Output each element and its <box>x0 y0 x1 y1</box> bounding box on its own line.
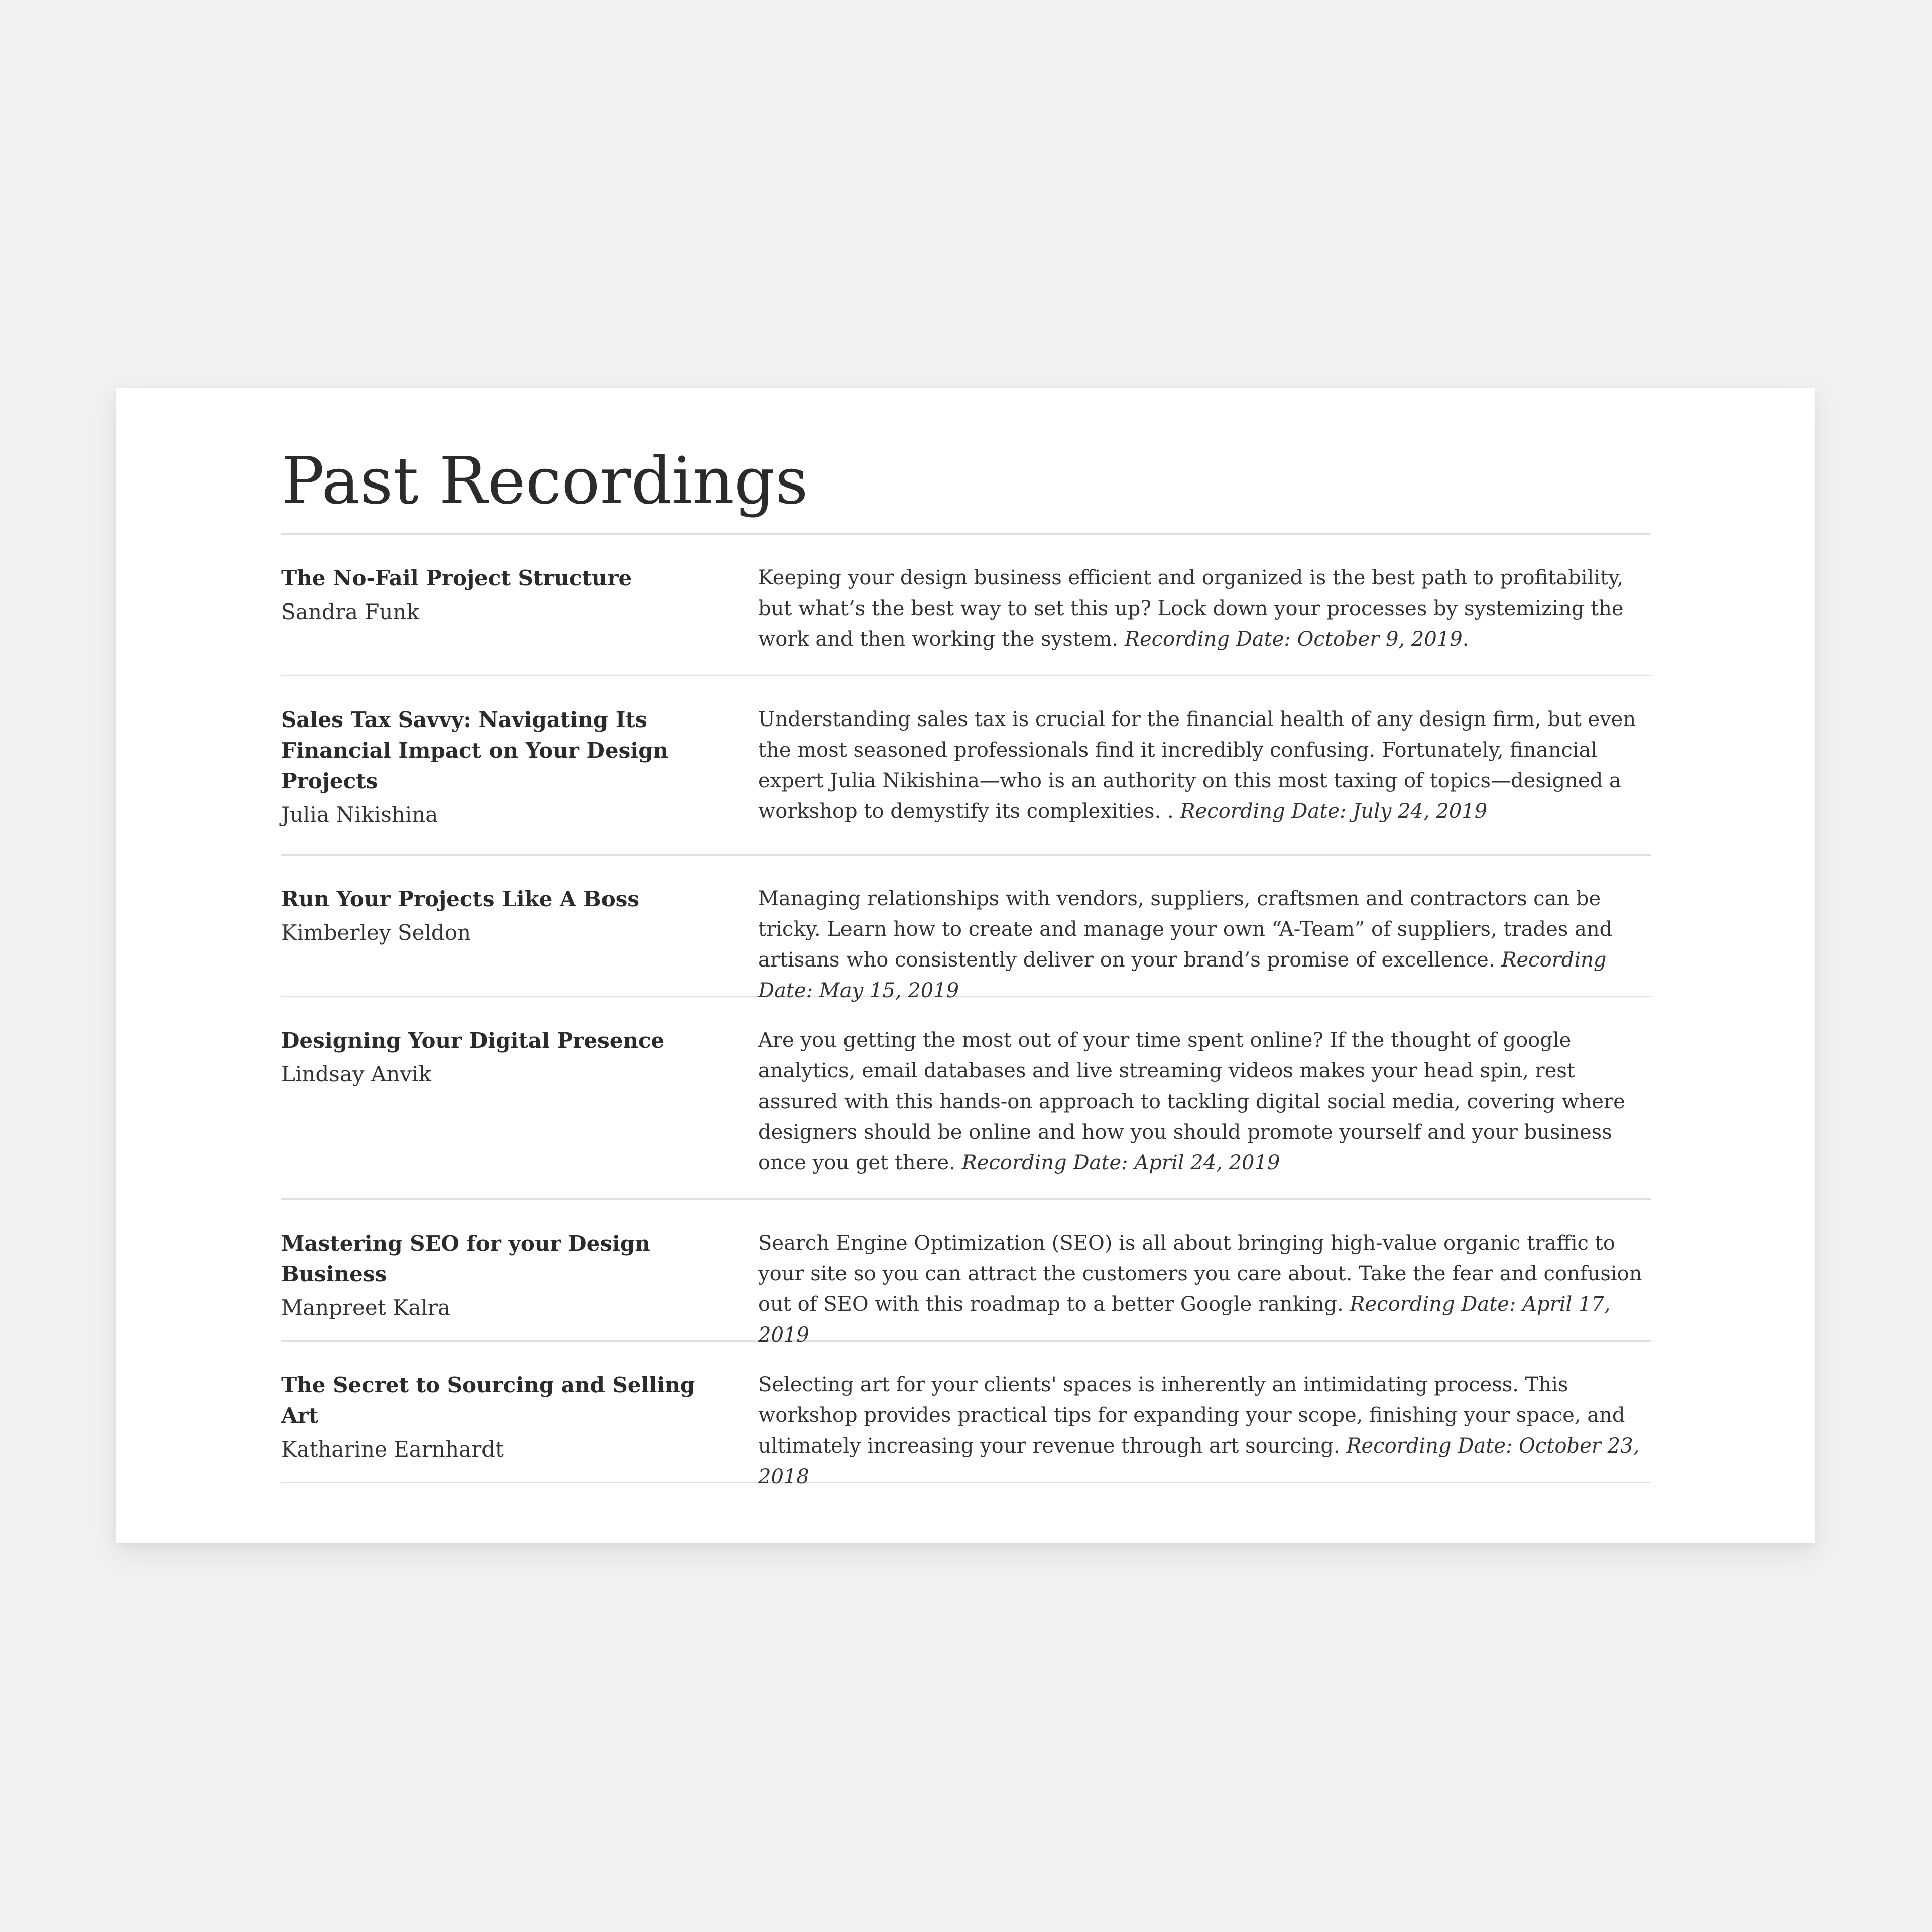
recording-date: Recording Date: October 9, 2019 <box>1124 628 1463 651</box>
recording-speaker: Lindsay Anvik <box>281 1062 431 1086</box>
recording-meta <box>281 884 758 996</box>
recording-row <box>281 535 1651 676</box>
recording-description: Selecting art for your clients' spaces is inherently an intimidating process. This workshop provides practical tips for expanding your scope, finishing your space, and ultimately increasing your revenue through art sourcing. <box>758 1373 1625 1458</box>
recording-speaker: Sandra Funk <box>281 599 419 624</box>
recording-description-block <box>758 704 1651 854</box>
recording-title[interactable]: The No-Fail Project Structure <box>281 566 632 590</box>
recording-date: Recording Date: April 17, 2019 <box>758 1293 1611 1347</box>
recording-row <box>281 676 1651 856</box>
recording-speaker: Julia Nikishina <box>281 802 438 827</box>
recording-date: Recording Date: April 24, 2019 <box>961 1151 1280 1174</box>
recordings-content <box>281 388 1651 1488</box>
recording-row <box>281 856 1651 1002</box>
page-title: Past Recordings <box>281 388 1651 535</box>
recording-meta <box>281 1228 758 1340</box>
recording-date: Recording Date: October 23, 2018 <box>758 1434 1640 1488</box>
recordings-card <box>116 388 1815 1543</box>
recording-description: Understanding sales tax is crucial for the financial health of any design firm, but even the most seasoned professionals find it incredibly confusing. Fortunately, financial expert Julia Nikishina—who is an authority on this most taxing of topics—designed a workshop to demystify its complexities. . <box>758 708 1636 823</box>
recording-meta <box>281 1025 758 1198</box>
recording-title[interactable]: Run Your Projects Like A Boss <box>281 887 640 911</box>
recording-meta <box>281 704 758 854</box>
recording-row <box>281 1200 1651 1347</box>
recording-description: Managing relationships with vendors, suppliers, craftsmen and contractors can be tricky. Learn how to create and manage your own “A-Team” of suppliers, trades and artisans who consistently deliver on your brand’s promise of excellence. <box>758 887 1613 972</box>
recording-description: Search Engine Optimization (SEO) is all about bringing high-value organic traffic to your site so you can attract the customers you care about. Take the fear and confusion out of SEO with this roadmap to a better Google ranking. <box>758 1232 1642 1316</box>
recording-description-block <box>758 884 1651 1002</box>
recording-title[interactable]: The Secret to Sourcing and Selling Art <box>281 1373 695 1428</box>
recording-title[interactable]: Sales Tax Savvy: Navigating Its Financial Impact on Your Design Projects <box>281 707 669 793</box>
recording-description-block <box>758 1228 1651 1347</box>
recording-title[interactable]: Mastering SEO for your Design Business <box>281 1231 650 1286</box>
recording-title[interactable]: Designing Your Digital Presence <box>281 1028 665 1053</box>
recording-speaker: Manpreet Kalra <box>281 1295 450 1320</box>
recording-speaker: Kimberley Seldon <box>281 920 471 945</box>
recordings-list <box>281 535 1651 1488</box>
recording-description-block <box>758 1370 1651 1488</box>
recording-trailing: . <box>1462 628 1469 651</box>
recording-description: Keeping your design business efficient and organized is the best path to profitability, but what’s the best way to set this up? Lock down your processes by systemizing the work and then working the system. <box>758 566 1624 651</box>
recording-date: Recording Date: July 24, 2019 <box>1180 800 1488 823</box>
recording-date: Recording Date: May 15, 2019 <box>758 948 1607 1002</box>
recording-description-block <box>758 1025 1651 1198</box>
recording-description: Are you getting the most out of your time spent online? If the thought of google analytics, email databases and live streaming videos makes your head spin, rest assured with this hands-on approach to tackling digital social media, covering where designers should be online and how you should promote yourself and your business once you get there. <box>758 1029 1625 1174</box>
recording-row <box>281 997 1651 1200</box>
recording-description-block <box>758 563 1651 675</box>
recording-speaker: Katharine Earnhardt <box>281 1437 504 1462</box>
recording-meta <box>281 1370 758 1482</box>
recording-meta <box>281 563 758 675</box>
recording-row <box>281 1342 1651 1488</box>
